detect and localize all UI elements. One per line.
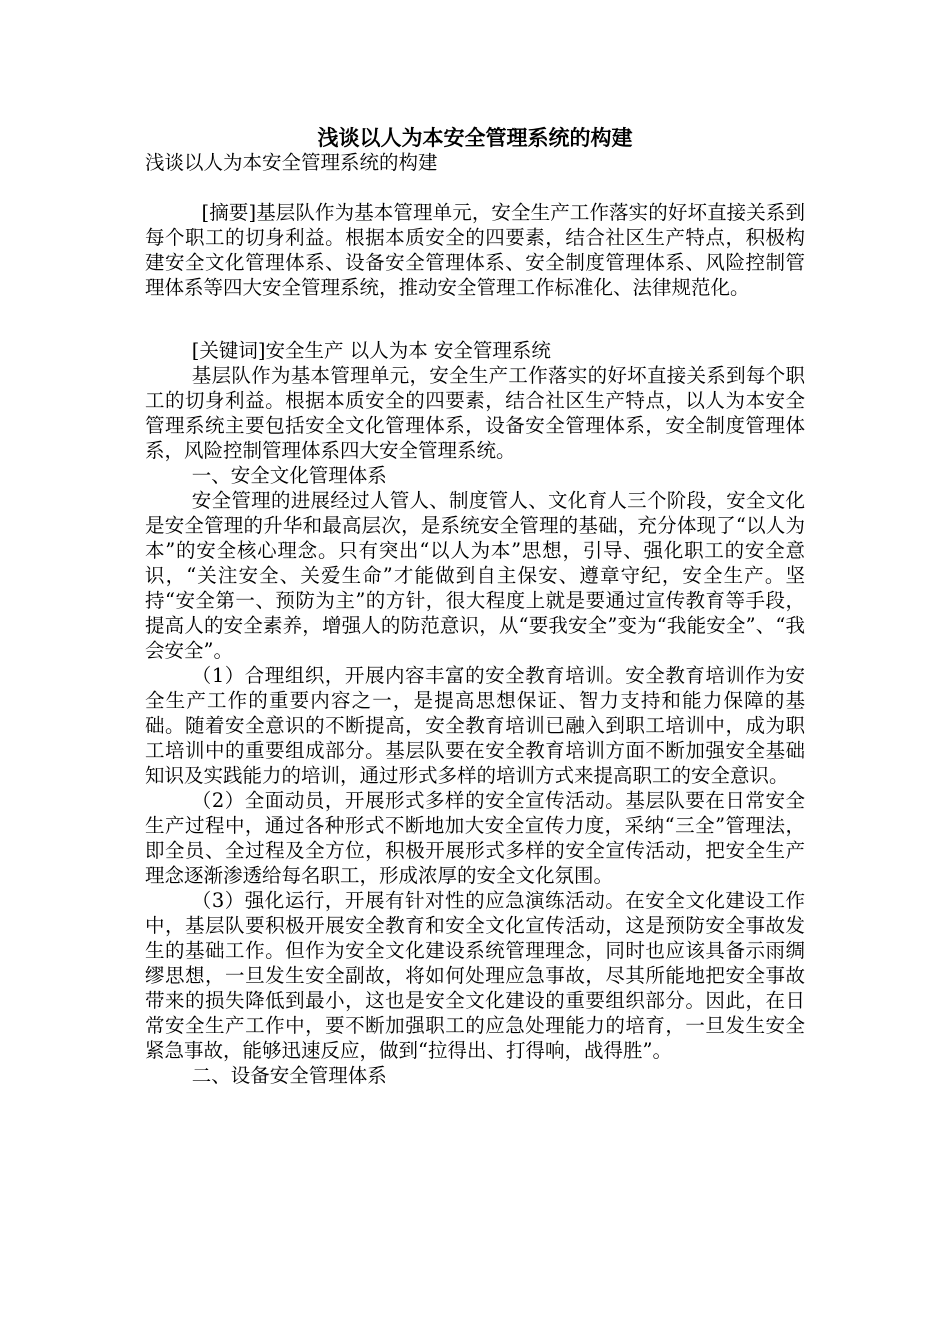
list-item-3: （3）强化运行，开展有针对性的应急演练活动。在安全文化建设工作中，基层队要积极开展安全教育和安全文化宣传活动，这是预防安全事故发生的基础工作。但作为安全文化建设系统管理理念，同时也应该具备示雨绸缪思想，一旦发生安全副故，将如何处理应急事故，尽其所能地把安全事故带来的损失降低到最小，这也是安全文化建设的重要组织部分。因此，在日常安全生产工作中，要不断加强职工的应急处理能力的培育，一旦发生安全紧急事故，能够迅速反应，做到“拉得出、打得响，战得胜”。 xyxy=(145,889,805,1062)
document-body xyxy=(145,150,805,1088)
abstract-paragraph: [摘要]基层队作为基本管理单元，安全生产工作落实的好坏直接关系到每个职工的切身利益。根据本质安全的四要素，结合社区生产特点，积极构建安全文化管理体系、设备安全管理体系、安全制度管理体系、风险控制管理体系等四大安全管理系统，推动安全管理工作标准化、法律规范化。 xyxy=(145,201,805,299)
list-item-1: （1）合理组织，开展内容丰富的安全教育培训。安全教育培训作为安全生产工作的重要内容之一，是提高思想保证、智力支持和能力保障的基础。随着安全意识的不断提高，安全教育培训已融入到职工培训中，成为职工培训中的重要组成部分。基层队要在安全教育培训方面不断加强安全基础知识及实践能力的培训，通过形式多样的培训方式来提高职工的安全意识。 xyxy=(145,664,805,787)
section-1-paragraph: 安全管理的进展经过人管人、制度管人、文化育人三个阶段，安全文化是安全管理的升华和最高层次，是系统安全管理的基础，充分体现了“以人为本”的安全核心理念。只有突出“以人为本”思想，引导、强化职工的安全意识，“关注安全、关爱生命”才能做到自主保安、遵章守纪，安全生产。坚持“安全第一、预防为主”的方针，很大程度上就是要通过宣传教育等手段，提高人的安全素养，增强人的防范意识，从“要我安全”变为“我能安全”、“我会安全”。 xyxy=(145,489,805,662)
paragraph-gap xyxy=(145,325,805,338)
section-heading-1: 一、安全文化管理体系 xyxy=(191,464,387,487)
intro-paragraph: 基层队作为基本管理单元，安全生产工作落实的好坏直接关系到每个职工的切身利益。根据本质安全的四要素，结合社区生产特点，以人为本安全管理系统主要包括安全文化管理体系，设备安全管理体系，安全制度管理体系，风险控制管理体系四大安全管理系统。 xyxy=(145,364,805,462)
section-heading-2: 二、设备安全管理体系 xyxy=(191,1064,387,1087)
keywords-line: [关键词]安全生产 以人为本 安全管理系统 xyxy=(191,339,551,362)
document-title: 浅谈以人为本安全管理系统的构建 xyxy=(317,126,633,150)
list-item-2: （2）全面动员，开展形式多样的安全宣传活动。基层队要在日常安全生产过程中，通过各种形式不断地加大安全宣传力度，采纳“三全”管理法，即全员、全过程及全方位，积极开展形式多样的安全宣传活动，把安全生产理念逐渐渗透给每名职工，形成浓厚的安全文化氛围。 xyxy=(145,789,805,887)
document-subtitle: 浅谈以人为本安全管理系统的构建 xyxy=(145,151,438,174)
